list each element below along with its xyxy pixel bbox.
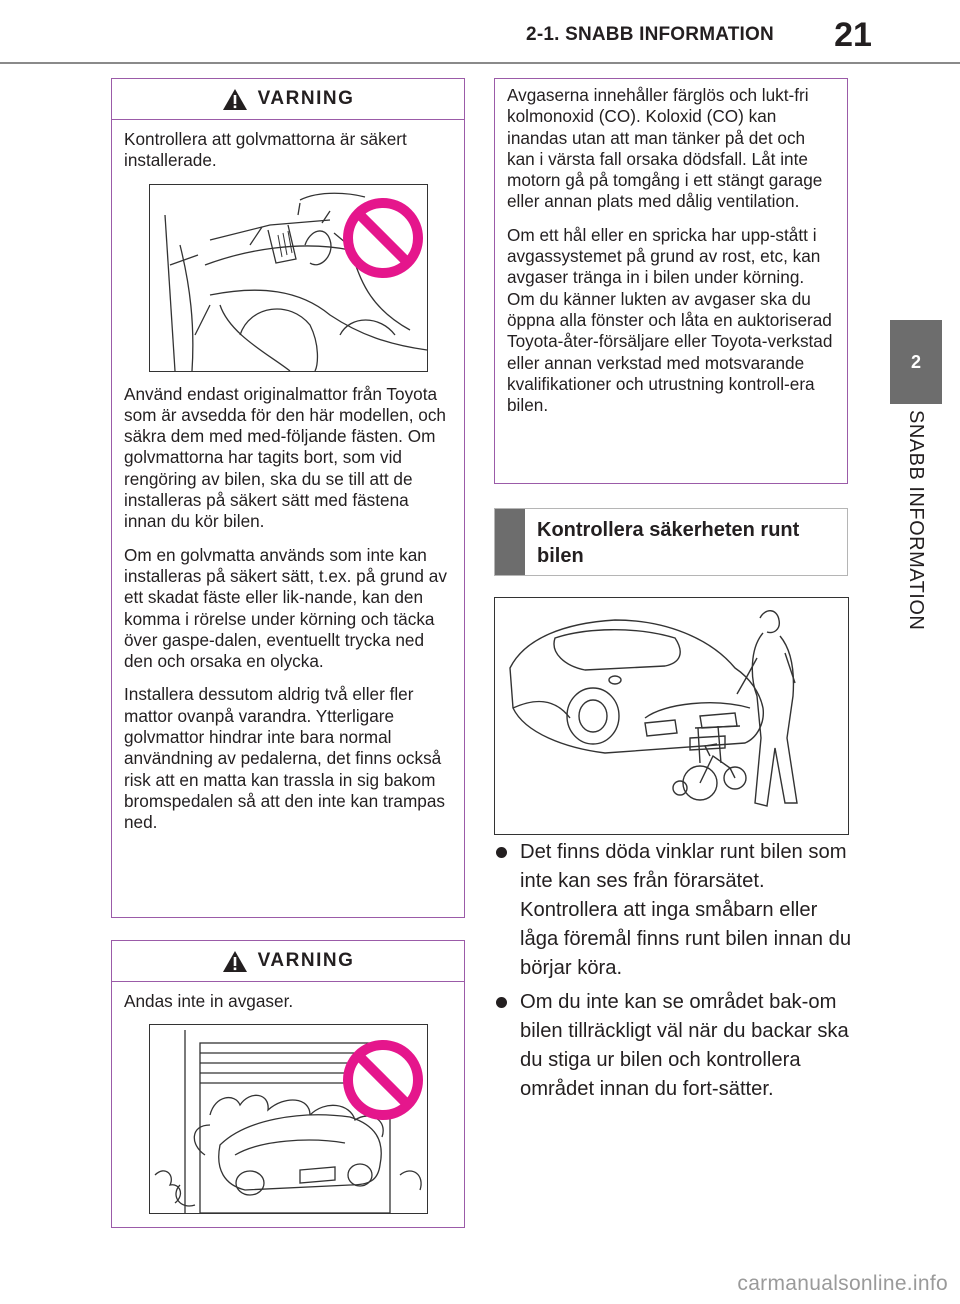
warning-triangle-icon bbox=[222, 88, 248, 111]
floor-mat-drawing bbox=[150, 185, 427, 371]
chapter-number: 2 bbox=[910, 351, 921, 372]
header-divider bbox=[0, 62, 960, 64]
warning-header bbox=[112, 941, 464, 982]
section-heading-box bbox=[494, 508, 848, 576]
warning-box-floor-mats bbox=[111, 78, 465, 918]
warning-paragraph: Installera dessutom aldrig två eller fler mattor ovanpå varandra. Ytterligare golvmattor hindrar inte bara normal användning av pedalerna, det finns också risk att en matta kan trassla in sig bakom bromspedalen så att den inte kan trampas ned. bbox=[124, 684, 446, 833]
car-child-drawing bbox=[495, 598, 848, 834]
warning-title: VARNING bbox=[257, 88, 355, 109]
section-heading: Kontrollera säkerheten runt bilen bbox=[537, 519, 800, 567]
blind-spot-illustration bbox=[494, 597, 849, 835]
chapter-tab[interactable] bbox=[890, 320, 942, 404]
page-number: 21 bbox=[834, 16, 872, 54]
warning-intro: Andas inte in avgaser. bbox=[124, 991, 294, 1011]
warning-header bbox=[112, 79, 464, 120]
warning-box-exhaust-continued bbox=[494, 78, 848, 484]
garage-exhaust-illustration bbox=[149, 1024, 428, 1214]
prohibition-icon bbox=[348, 1045, 418, 1115]
prohibition-icon bbox=[348, 203, 418, 273]
watermark: carmanualsonline.info bbox=[737, 1272, 948, 1295]
warning-paragraph: Om ett hål eller en spricka har upp-stått i avgassystemet på grund av rost, etc, kan avgaser tränga in i bilen under körning. Om du känner lukten av avgaser ska du öppna alla fönster och låta en auktoriserad Toyota-åter-försäljare eller Toyota-verkstad eller annan verkstad med motsvarande kvalifikationer och utrustning kontroll-era bilen. bbox=[507, 224, 833, 416]
warning-box-exhaust bbox=[111, 940, 465, 1228]
warning-paragraph: Om en golvmatta används som inte kan installeras på säkert sätt, t.ex. på grund av ett skadat fäste eller lik-nande, kan den komma i rörelse under körning och täcka över gaspe-dalen, eventuellt trycka ned den och orsaka en olycka. bbox=[124, 544, 447, 672]
warning-intro: Kontrollera att golvmattorna är säkert installerade. bbox=[124, 129, 407, 171]
bullet-item: Om du inte kan se området bak-om bilen tillräckligt väl när du backar ska du stiga ur bilen och kontrollera området innan du fort-sätter. bbox=[494, 988, 854, 1104]
warning-triangle-icon bbox=[222, 950, 248, 973]
bullet-list bbox=[494, 838, 854, 1109]
floor-mat-illustration bbox=[149, 184, 428, 372]
garage-drawing bbox=[150, 1025, 427, 1213]
chapter-label: SNABB INFORMATION bbox=[905, 410, 927, 631]
warning-title: VARNING bbox=[257, 950, 355, 971]
bullet-item: Det finns döda vinklar runt bilen som inte kan ses från förarsätet. Kontrollera att inga småbarn eller låga föremål finns runt bilen innan du börjar köra. bbox=[494, 838, 854, 983]
warning-paragraph: Avgaserna innehåller färglös och lukt-fri kolmonoxid (CO). Koloxid (CO) kan inandas utan att man tänker på det och kan i värsta fall orsaka dödsfall. Låt inte motorn gå på tomgång i ett stängt garage eller annan plats med dålig ventilation. bbox=[507, 85, 823, 212]
section-heading-bar bbox=[495, 509, 525, 575]
running-header-title: 2-1. SNABB INFORMATION bbox=[526, 24, 774, 45]
warning-paragraph: Använd endast originalmattor från Toyota som är avsedda för den här modellen, och säkra dem med med-följande fästen. Om golvmattorna har tagits bort, som vid rengöring av bilen, ska du se till att de installeras på säkert sätt med fästena innan du kör bilen. bbox=[124, 383, 446, 532]
